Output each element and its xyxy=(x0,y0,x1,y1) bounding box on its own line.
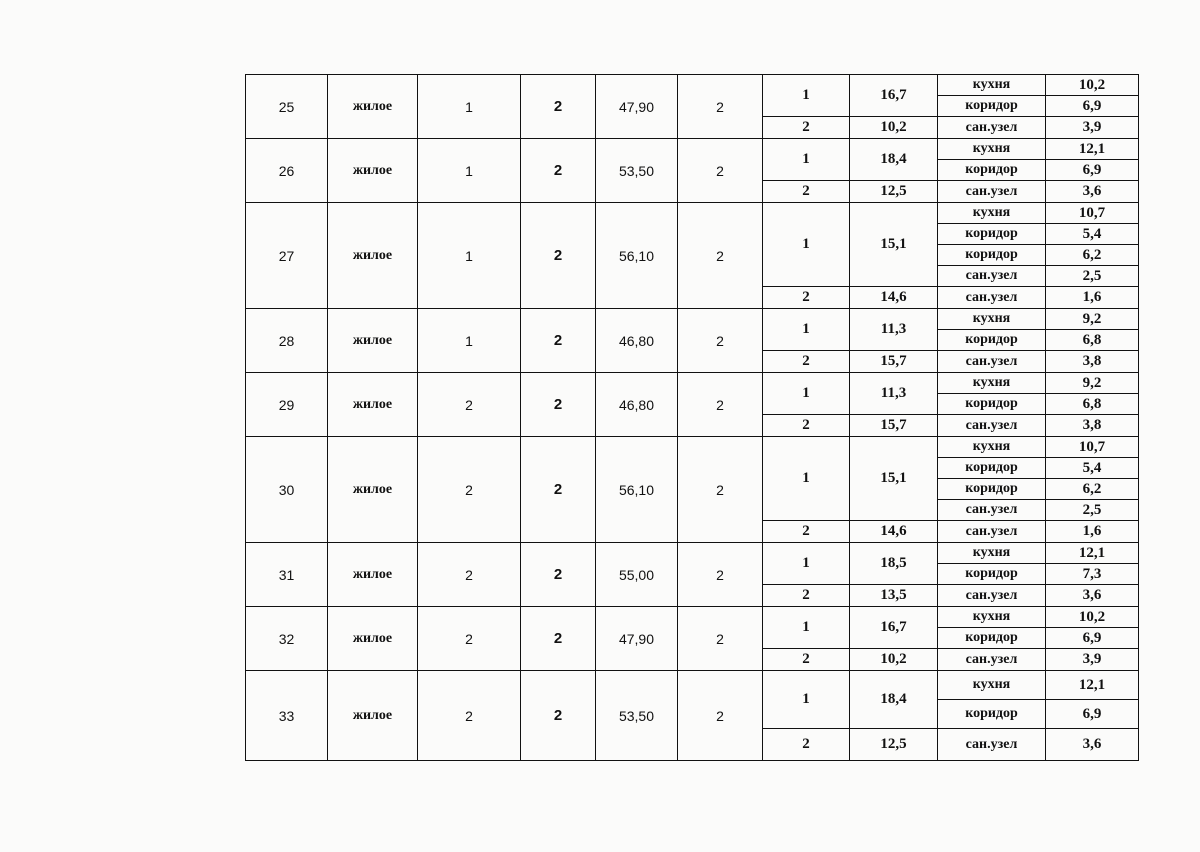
aux-room-name-cell: кухня xyxy=(938,607,1046,628)
aux-room-name-cell: сан.узел xyxy=(938,351,1046,373)
room-index-cell: 1 xyxy=(763,543,850,585)
apartments-table-body xyxy=(246,75,1139,761)
aux-room-area-cell: 6,8 xyxy=(1046,394,1139,415)
room-area-cell: 18,4 xyxy=(850,139,938,181)
aux-room-area-cell: 3,9 xyxy=(1046,117,1139,139)
rooms-count-cell: 2 xyxy=(678,543,763,607)
floor-cell: 2 xyxy=(521,607,596,671)
room-index-cell: 1 xyxy=(763,437,850,521)
room-index-cell: 2 xyxy=(763,351,850,373)
aux-room-area-cell: 3,8 xyxy=(1046,415,1139,437)
table-row xyxy=(246,309,1139,330)
apartment-number-cell: 29 xyxy=(246,373,328,437)
aux-room-name-cell: сан.узел xyxy=(938,500,1046,521)
section-cell: 2 xyxy=(418,437,521,543)
aux-room-area-cell: 3,8 xyxy=(1046,351,1139,373)
room-area-cell: 14,6 xyxy=(850,287,938,309)
aux-room-name-cell: сан.узел xyxy=(938,585,1046,607)
floor-cell: 2 xyxy=(521,75,596,139)
aux-room-name-cell: коридор xyxy=(938,96,1046,117)
aux-room-name-cell: кухня xyxy=(938,75,1046,96)
section-cell: 2 xyxy=(418,607,521,671)
aux-room-area-cell: 10,7 xyxy=(1046,437,1139,458)
room-area-cell: 15,1 xyxy=(850,203,938,287)
aux-room-name-cell: сан.узел xyxy=(938,287,1046,309)
room-index-cell: 1 xyxy=(763,75,850,117)
aux-room-name-cell: сан.узел xyxy=(938,729,1046,761)
aux-room-area-cell: 6,9 xyxy=(1046,160,1139,181)
rooms-count-cell: 2 xyxy=(678,437,763,543)
room-index-cell: 2 xyxy=(763,181,850,203)
aux-room-area-cell: 6,8 xyxy=(1046,330,1139,351)
total-area-cell: 46,80 xyxy=(596,373,678,437)
section-cell: 1 xyxy=(418,75,521,139)
aux-room-area-cell: 10,7 xyxy=(1046,203,1139,224)
floor-cell: 2 xyxy=(521,139,596,203)
room-area-cell: 13,5 xyxy=(850,585,938,607)
floor-cell: 2 xyxy=(521,203,596,309)
table-row xyxy=(246,437,1139,458)
room-index-cell: 1 xyxy=(763,309,850,351)
aux-room-name-cell: коридор xyxy=(938,224,1046,245)
room-index-cell: 1 xyxy=(763,139,850,181)
aux-room-name-cell: кухня xyxy=(938,309,1046,330)
room-area-cell: 10,2 xyxy=(850,649,938,671)
room-index-cell: 2 xyxy=(763,521,850,543)
section-cell: 1 xyxy=(418,139,521,203)
aux-room-name-cell: коридор xyxy=(938,700,1046,729)
table-row xyxy=(246,671,1139,700)
rooms-count-cell: 2 xyxy=(678,671,763,761)
apartment-type-cell: жилое xyxy=(328,437,418,543)
room-area-cell: 18,5 xyxy=(850,543,938,585)
document-sheet xyxy=(245,74,1139,761)
section-cell: 1 xyxy=(418,203,521,309)
aux-room-name-cell: коридор xyxy=(938,479,1046,500)
room-index-cell: 1 xyxy=(763,607,850,649)
aux-room-name-cell: сан.узел xyxy=(938,521,1046,543)
table-row xyxy=(246,75,1139,96)
room-area-cell: 15,7 xyxy=(850,415,938,437)
room-area-cell: 12,5 xyxy=(850,181,938,203)
rooms-count-cell: 2 xyxy=(678,139,763,203)
aux-room-area-cell: 6,2 xyxy=(1046,479,1139,500)
apartment-number-cell: 26 xyxy=(246,139,328,203)
room-area-cell: 12,5 xyxy=(850,729,938,761)
aux-room-area-cell: 5,4 xyxy=(1046,224,1139,245)
aux-room-name-cell: сан.узел xyxy=(938,266,1046,287)
section-cell: 1 xyxy=(418,309,521,373)
room-area-cell: 11,3 xyxy=(850,373,938,415)
aux-room-name-cell: кухня xyxy=(938,437,1046,458)
floor-cell: 2 xyxy=(521,437,596,543)
room-index-cell: 2 xyxy=(763,117,850,139)
rooms-count-cell: 2 xyxy=(678,203,763,309)
apartment-type-cell: жилое xyxy=(328,543,418,607)
apartment-type-cell: жилое xyxy=(328,75,418,139)
apartment-number-cell: 30 xyxy=(246,437,328,543)
aux-room-area-cell: 9,2 xyxy=(1046,373,1139,394)
room-index-cell: 1 xyxy=(763,671,850,729)
aux-room-name-cell: сан.узел xyxy=(938,181,1046,203)
table-row xyxy=(246,543,1139,564)
aux-room-name-cell: кухня xyxy=(938,203,1046,224)
aux-room-area-cell: 3,6 xyxy=(1046,729,1139,761)
total-area-cell: 56,10 xyxy=(596,437,678,543)
aux-room-area-cell: 2,5 xyxy=(1046,500,1139,521)
section-cell: 2 xyxy=(418,543,521,607)
aux-room-area-cell: 6,9 xyxy=(1046,96,1139,117)
aux-room-area-cell: 10,2 xyxy=(1046,607,1139,628)
section-cell: 2 xyxy=(418,671,521,761)
aux-room-name-cell: кухня xyxy=(938,139,1046,160)
aux-room-name-cell: сан.узел xyxy=(938,117,1046,139)
total-area-cell: 47,90 xyxy=(596,75,678,139)
total-area-cell: 56,10 xyxy=(596,203,678,309)
apartment-number-cell: 33 xyxy=(246,671,328,761)
aux-room-name-cell: коридор xyxy=(938,245,1046,266)
aux-room-area-cell: 3,9 xyxy=(1046,649,1139,671)
total-area-cell: 53,50 xyxy=(596,671,678,761)
floor-cell: 2 xyxy=(521,543,596,607)
room-area-cell: 16,7 xyxy=(850,607,938,649)
apartment-type-cell: жилое xyxy=(328,203,418,309)
table-row xyxy=(246,139,1139,160)
room-index-cell: 2 xyxy=(763,287,850,309)
room-area-cell: 16,7 xyxy=(850,75,938,117)
aux-room-name-cell: сан.узел xyxy=(938,415,1046,437)
apartment-type-cell: жилое xyxy=(328,373,418,437)
apartment-type-cell: жилое xyxy=(328,607,418,671)
apartment-type-cell: жилое xyxy=(328,309,418,373)
room-index-cell: 2 xyxy=(763,729,850,761)
apartment-number-cell: 25 xyxy=(246,75,328,139)
aux-room-area-cell: 1,6 xyxy=(1046,521,1139,543)
aux-room-name-cell: кухня xyxy=(938,671,1046,700)
room-index-cell: 2 xyxy=(763,649,850,671)
floor-cell: 2 xyxy=(521,309,596,373)
aux-room-name-cell: коридор xyxy=(938,160,1046,181)
aux-room-area-cell: 3,6 xyxy=(1046,181,1139,203)
aux-room-name-cell: коридор xyxy=(938,564,1046,585)
apartment-number-cell: 28 xyxy=(246,309,328,373)
room-index-cell: 2 xyxy=(763,585,850,607)
aux-room-area-cell: 1,6 xyxy=(1046,287,1139,309)
table-row xyxy=(246,607,1139,628)
room-area-cell: 10,2 xyxy=(850,117,938,139)
apartment-number-cell: 32 xyxy=(246,607,328,671)
total-area-cell: 46,80 xyxy=(596,309,678,373)
floor-cell: 2 xyxy=(521,671,596,761)
room-area-cell: 18,4 xyxy=(850,671,938,729)
total-area-cell: 47,90 xyxy=(596,607,678,671)
aux-room-area-cell: 2,5 xyxy=(1046,266,1139,287)
aux-room-area-cell: 6,9 xyxy=(1046,628,1139,649)
aux-room-area-cell: 5,4 xyxy=(1046,458,1139,479)
aux-room-name-cell: коридор xyxy=(938,458,1046,479)
aux-room-name-cell: коридор xyxy=(938,330,1046,351)
section-cell: 2 xyxy=(418,373,521,437)
aux-room-area-cell: 6,2 xyxy=(1046,245,1139,266)
floor-cell: 2 xyxy=(521,373,596,437)
room-area-cell: 15,7 xyxy=(850,351,938,373)
aux-room-name-cell: кухня xyxy=(938,373,1046,394)
aux-room-name-cell: коридор xyxy=(938,628,1046,649)
total-area-cell: 55,00 xyxy=(596,543,678,607)
total-area-cell: 53,50 xyxy=(596,139,678,203)
rooms-count-cell: 2 xyxy=(678,607,763,671)
aux-room-name-cell: коридор xyxy=(938,394,1046,415)
apartment-number-cell: 27 xyxy=(246,203,328,309)
apartment-number-cell: 31 xyxy=(246,543,328,607)
room-area-cell: 14,6 xyxy=(850,521,938,543)
aux-room-area-cell: 3,6 xyxy=(1046,585,1139,607)
room-index-cell: 1 xyxy=(763,373,850,415)
aux-room-area-cell: 12,1 xyxy=(1046,543,1139,564)
aux-room-area-cell: 12,1 xyxy=(1046,671,1139,700)
aux-room-area-cell: 7,3 xyxy=(1046,564,1139,585)
room-area-cell: 15,1 xyxy=(850,437,938,521)
room-index-cell: 2 xyxy=(763,415,850,437)
room-area-cell: 11,3 xyxy=(850,309,938,351)
aux-room-area-cell: 9,2 xyxy=(1046,309,1139,330)
aux-room-name-cell: сан.узел xyxy=(938,649,1046,671)
rooms-count-cell: 2 xyxy=(678,75,763,139)
apartments-table xyxy=(245,74,1139,761)
room-index-cell: 1 xyxy=(763,203,850,287)
table-row xyxy=(246,203,1139,224)
rooms-count-cell: 2 xyxy=(678,373,763,437)
rooms-count-cell: 2 xyxy=(678,309,763,373)
apartment-type-cell: жилое xyxy=(328,671,418,761)
table-row xyxy=(246,373,1139,394)
aux-room-area-cell: 10,2 xyxy=(1046,75,1139,96)
aux-room-name-cell: кухня xyxy=(938,543,1046,564)
aux-room-area-cell: 6,9 xyxy=(1046,700,1139,729)
aux-room-area-cell: 12,1 xyxy=(1046,139,1139,160)
apartment-type-cell: жилое xyxy=(328,139,418,203)
